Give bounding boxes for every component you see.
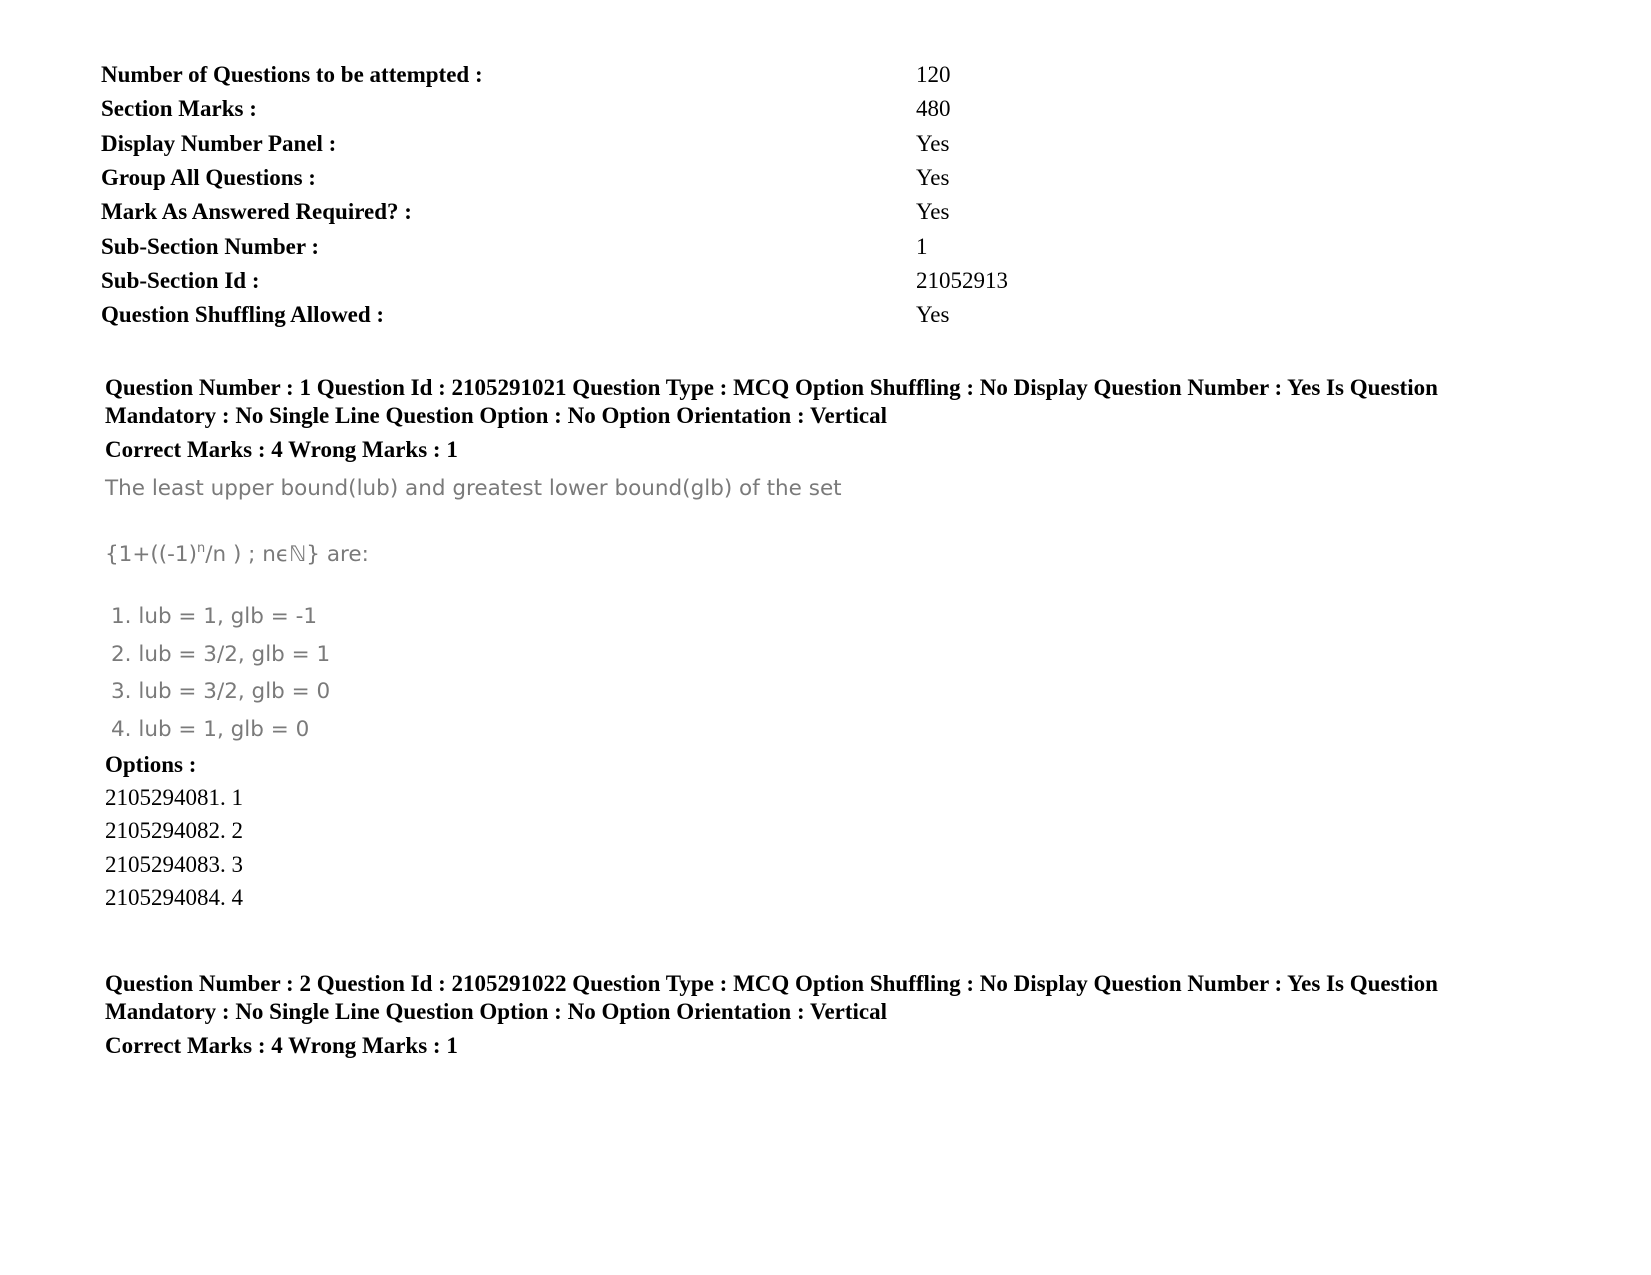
meta-row-mark-as-answered <box>101 195 1101 229</box>
question-header-line-2: Mandatory : No Single Line Question Option : No Option Orientation : Vertical <box>105 999 888 1024</box>
meta-value: 1 <box>916 233 928 259</box>
meta-value: Yes <box>916 165 950 191</box>
options-label: Options : <box>105 751 197 777</box>
question-set-expression <box>105 534 1575 570</box>
meta-label: Mark As Answered Required? : <box>101 199 412 225</box>
meta-row-group-all-questions <box>101 161 1101 195</box>
meta-row-display-number-panel <box>101 127 1101 161</box>
choice-item: 3. lub = 3/2, glb = 0 <box>111 679 331 705</box>
choice-item: 1. lub = 1, glb = -1 <box>111 604 318 629</box>
meta-label: Sub-Section Id : <box>101 267 260 293</box>
section-metadata <box>101 58 1101 332</box>
question-1 <box>105 374 1575 915</box>
meta-label: Number of Questions to be attempted : <box>101 62 483 88</box>
question-choices <box>105 598 1575 749</box>
question-body <box>105 474 1575 749</box>
question-marks: Correct Marks : 4 Wrong Marks : 1 <box>105 1033 458 1058</box>
question-header-line-2: Mandatory : No Single Line Question Option : No Option Orientation : Vertical <box>105 403 888 428</box>
meta-row-section-marks <box>101 92 1101 126</box>
meta-value: 21052913 <box>916 267 1008 293</box>
question-header-line-1: Question Number : 2 Question Id : 2105291022 Question Type : MCQ Option Shuffling : No Display Question Number : Yes Is Question <box>105 971 1438 996</box>
meta-label: Question Shuffling Allowed : <box>101 302 385 328</box>
meta-label: Section Marks : <box>101 96 257 122</box>
question-header-line-1: Question Number : 1 Question Id : 2105291021 Question Type : MCQ Option Shuffling : No Display Question Number : Yes Is Question <box>105 375 1438 400</box>
option-item: 2105294084. 4 <box>105 885 243 911</box>
meta-value: Yes <box>916 302 950 328</box>
choice-item: 4. lub = 1, glb = 0 <box>111 717 310 743</box>
option-item: 2105294083. 3 <box>105 851 243 877</box>
set-prefix: {1+((-1) <box>105 542 197 567</box>
set-exponent: n <box>196 541 206 556</box>
meta-label: Display Number Panel : <box>101 130 337 156</box>
meta-value: 480 <box>916 96 951 122</box>
meta-row-question-shuffling <box>101 298 1101 332</box>
meta-row-sub-section-number <box>101 229 1101 263</box>
question-2 <box>105 970 1575 1060</box>
question-marks: Correct Marks : 4 Wrong Marks : 1 <box>105 437 458 462</box>
meta-row-sub-section-id <box>101 264 1101 298</box>
meta-value: 120 <box>916 62 951 88</box>
meta-row-questions-to-attempt <box>101 58 1101 92</box>
set-suffix: /n ) ; nϵℕ} are: <box>205 542 369 567</box>
option-item: 2105294081. 1 <box>105 784 243 810</box>
option-item: 2105294082. 2 <box>105 818 243 844</box>
choice-item: 2. lub = 3/2, glb = 1 <box>111 641 331 667</box>
meta-value: Yes <box>916 199 950 225</box>
question-text: The least upper bound(lub) and greatest lower bound(glb) of the set <box>105 476 842 501</box>
meta-label: Sub-Section Number : <box>101 233 320 259</box>
meta-label: Group All Questions : <box>101 165 316 191</box>
meta-value: Yes <box>916 130 950 156</box>
